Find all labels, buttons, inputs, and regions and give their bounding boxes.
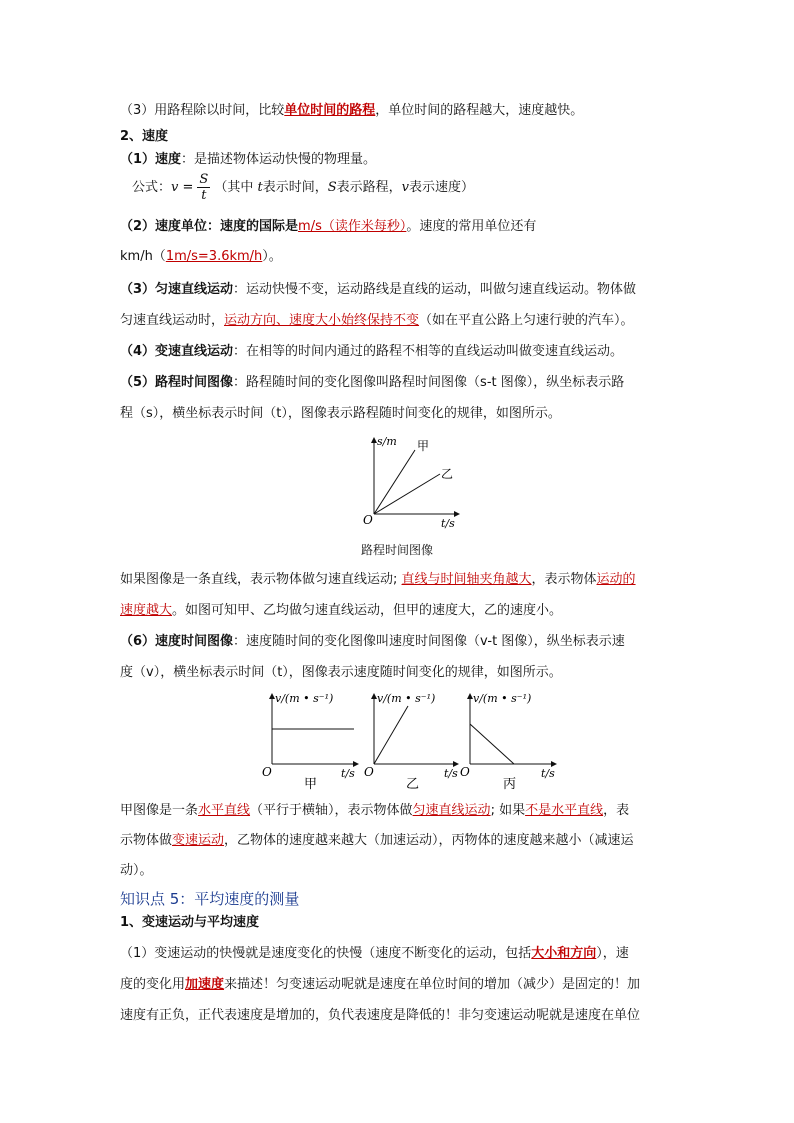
text-line: 速度有正负，正代表速度是增加的，负代表速度是降低的！非匀变速运动呢就是速度在单位 [120,1008,641,1023]
highlight-text: 速度越大 [120,603,173,618]
formula-fraction [197,172,210,203]
highlight-text: 运动的 [596,572,636,587]
vt-graphs [258,688,558,792]
text: 。速度的常用单位还有 [406,219,537,234]
y-axis-label: v/(m • s⁻¹) [275,692,334,705]
formula-prefix: 公式： [132,180,172,195]
highlight-text: 水平直线 [198,803,251,818]
text: ：在相等的时间内通过的路程不相等的直线运动叫做变速直线运动。 [233,344,624,359]
term-label: （4）变速直线运动 [120,344,234,359]
formula-eq: = [182,180,194,195]
y-axis-label: v/(m • s⁻¹) [377,692,436,705]
text: 表示路程， [336,180,402,195]
term-label: （1）速度 [120,152,182,167]
text: ：路程随时间的变化图像叫路程时间图像（s-t 图像），纵坐标表示路 [233,375,625,390]
highlight-text: 大小和方向 [531,946,597,961]
text-line [120,601,562,621]
falling-line [470,724,514,764]
label-jia: 甲 [417,439,430,453]
y-axis-label: s/m [377,435,397,448]
highlight-text: 加速度 [185,977,225,992]
text: （1）变速运动的快慢就是速度变化的快慢（速度不断变化的运动，包括 [120,946,532,961]
text: ; 如果 [490,803,526,818]
var-t: t [257,180,263,195]
text: 如果图像是一条直线，表示物体做匀速直线运动; [120,572,402,587]
text-line [120,570,636,590]
text: km/h（ [120,249,166,264]
origin-label: O [460,765,470,779]
fraction-numerator: S [199,172,209,187]
text: 表示速度） [409,180,475,195]
text-line [120,311,634,331]
rising-line [374,706,408,764]
text-line [120,632,625,652]
highlight-text: 运动方向、速度大小始终保持不变 [224,313,420,328]
highlight-text: 直线与时间轴夹角越大 [401,572,532,587]
origin-label: O [262,765,272,779]
fraction-denominator: t [201,188,207,203]
text: 。如图可知甲、乙均做匀速直线运动，但甲的速度大，乙的速度小。 [172,603,563,618]
highlight-text: 匀速直线运动 [412,803,491,818]
text: （平行于横轴），表示物体做 [250,803,413,818]
vt-graph-yi [364,692,458,792]
text: ），速 [596,946,629,961]
graph-name: 乙 [406,777,420,792]
text-line [120,831,634,851]
text: ，表 [603,803,630,818]
highlight-text: 1m/s=3.6km/h [165,249,263,264]
text: 匀速直线运动时， [120,313,225,328]
vt-graph-jia [262,692,358,792]
text-line [120,217,536,237]
x-axis-label: t/s [444,767,458,780]
text-line [120,801,629,821]
text-line [120,101,583,121]
highlight-text: 单位时间的路程 [284,103,376,118]
term-label: （6）速度时间图像 [120,634,234,649]
text-line [120,247,282,267]
x-axis-label: t/s [341,767,355,780]
var-s: S [327,180,337,195]
line-yi [374,474,440,514]
text: ：速度随时间的变化图像叫速度时间图像（v-t 图像），纵坐标表示速 [233,634,625,649]
text-line [120,150,376,170]
section-heading: 2、速度 [120,129,169,144]
text: 来描述！匀变速运动呢就是速度在单位时间的增加（减少）是固定的！加 [224,977,641,992]
text: （如在平直公路上匀速行驶的汽车）。 [419,313,634,328]
text: ，表示物体 [531,572,597,587]
text-line [120,342,623,362]
graph-name: 丙 [503,777,517,792]
text: （其中 [214,180,258,195]
text: 甲图像是一条 [120,803,199,818]
knowledge-point-heading: 知识点 5：平均速度的测量 [120,890,300,908]
text-line: 程（s），横坐标表示时间（t），图像表示路程随时间变化的规律，如图所示。 [120,406,561,421]
text-line: 动）。 [120,863,153,878]
highlight-text: 变速运动 [172,833,225,848]
text: ，乙物体的速度越来越大（加速运动），丙物体的速度越来越小（减速运 [224,833,634,848]
highlight-text: 不是水平直线 [525,803,604,818]
text: ）。 [262,249,282,264]
section-heading: 1、变速运动与平均速度 [120,915,260,930]
term-label: （5）路程时间图像 [120,375,234,390]
text-line [120,373,624,393]
label-yi: 乙 [441,467,454,481]
text: 示物体做 [120,833,173,848]
var-v: v [401,180,409,195]
y-axis-label: v/(m • s⁻¹) [473,692,532,705]
text: 度的变化用 [120,977,186,992]
text: 表示时间， [262,180,328,195]
formula-line [132,170,474,206]
text: ，单位时间的路程越大，速度越快。 [375,103,584,118]
text-line [120,280,636,300]
text: ：运动快慢不变，运动路线是直线的运动，叫做匀速直线运动。物体做 [233,282,637,297]
text-line [120,944,629,964]
x-axis-label: t/s [441,517,455,530]
origin-label: O [363,513,373,527]
highlight-text: m/s（读作米每秒） [298,219,407,234]
vt-graph-bing [460,692,556,792]
origin-label: O [364,765,374,779]
term-label: （2）速度单位：速度的国际是 [120,219,299,234]
formula-v: v [171,180,179,195]
text-line [120,975,640,995]
text: ：是描述物体运动快慢的物理量。 [181,152,377,167]
x-axis-label: t/s [541,767,555,780]
graph-name: 甲 [304,777,318,792]
line-jia [374,450,415,514]
term-label: （3）匀速直线运动 [120,282,234,297]
text-line: 度（v），横坐标表示时间（t），图像表示速度随时间变化的规律，如图所示。 [120,665,562,680]
figure-caption: 路程时间图像 [360,543,433,557]
st-graph [355,432,465,532]
text: （3）用路程除以时间，比较 [120,103,285,118]
